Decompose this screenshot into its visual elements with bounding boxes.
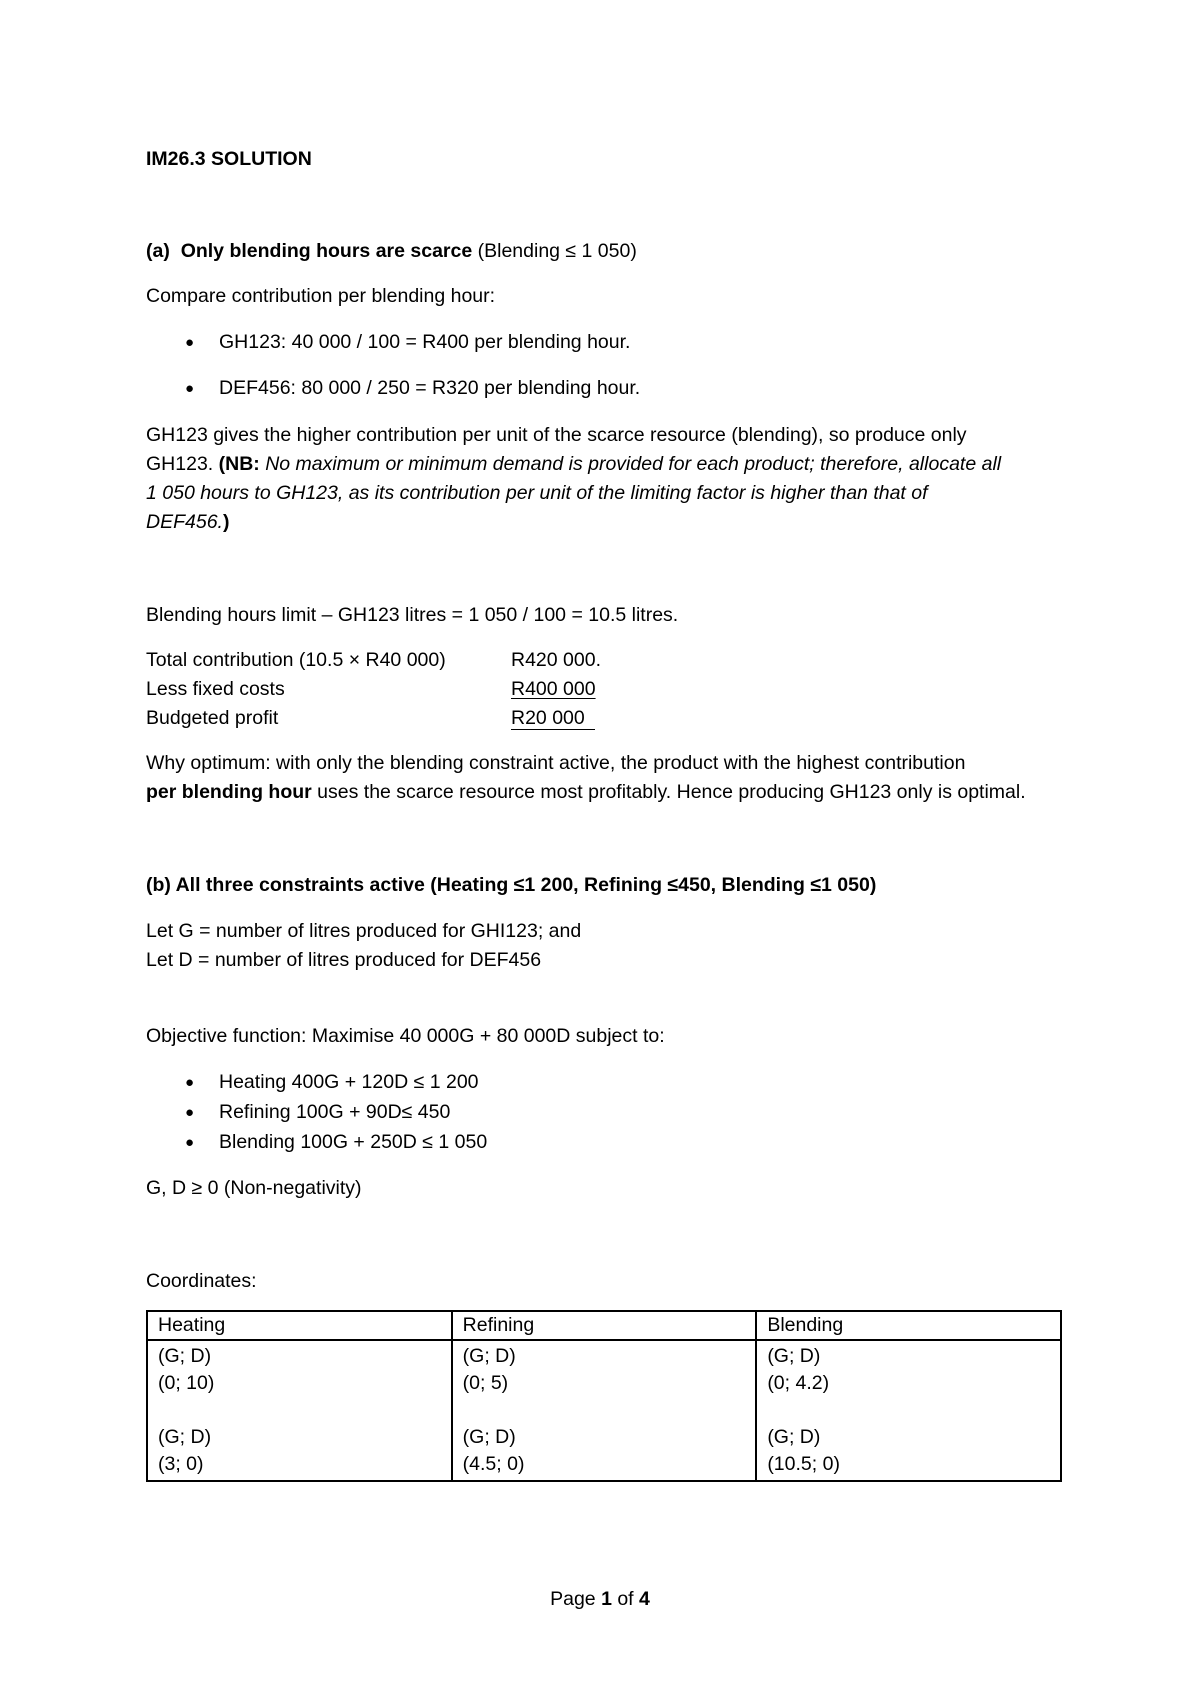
nb-text-2: 1 050 hours to GH123, as its contribution per unit of the limiting factor is higher than that of bbox=[146, 482, 928, 504]
table-header-heating: Heating bbox=[147, 1311, 452, 1340]
why-line2 bbox=[146, 781, 1026, 804]
cell-text: (G; D) bbox=[462, 1345, 516, 1367]
cell-text: (G; D) bbox=[158, 1345, 212, 1367]
cell-text: (4.5; 0) bbox=[462, 1453, 525, 1475]
let-d: Let D = number of litres produced for DEF456 bbox=[146, 949, 542, 971]
cell-text: (G; D) bbox=[767, 1426, 821, 1448]
nb-close: ) bbox=[222, 511, 230, 533]
part-b-heading: (b) All three constraints active (Heating ≤1 200, Refining ≤450, Blending ≤1 050) bbox=[146, 874, 877, 896]
footer-page-total: 4 bbox=[639, 1588, 650, 1610]
calc-value-fixed-costs: R400 000 bbox=[511, 678, 596, 700]
page-footer bbox=[0, 1588, 1200, 1611]
cell-text: (G; D) bbox=[158, 1426, 212, 1448]
footer-page-word: Page bbox=[550, 1588, 602, 1610]
para1-line4 bbox=[146, 511, 229, 534]
calc-value-profit: R20 000 bbox=[511, 707, 595, 730]
calc-value-contribution: R420 000. bbox=[511, 649, 601, 671]
why-bold: per blending hour bbox=[146, 781, 312, 803]
part-a-heading bbox=[146, 240, 637, 263]
cell-text: (0; 10) bbox=[158, 1372, 215, 1394]
table-header-row bbox=[147, 1311, 1061, 1340]
calc-label-fixed-costs: Less fixed costs bbox=[146, 678, 285, 700]
table-header-refining: Refining bbox=[452, 1311, 757, 1340]
para1-line2 bbox=[146, 453, 1001, 476]
why-rest: uses the scarce resource most profitably. Hence producing GH123 only is optimal. bbox=[311, 781, 1026, 803]
compare-line: Compare contribution per blending hour: bbox=[146, 285, 496, 307]
table-row bbox=[147, 1340, 1061, 1481]
bullet-icon: ● bbox=[185, 334, 195, 351]
part-a-heading-rest: (Blending ≤ 1 050) bbox=[472, 240, 637, 262]
coordinates-table bbox=[146, 1310, 1062, 1482]
constraint-refining: Refining 100G + 90D≤ 450 bbox=[219, 1101, 451, 1123]
footer-page-number: 1 bbox=[601, 1588, 612, 1610]
constraint-heating: Heating 400G + 120D ≤ 1 200 bbox=[219, 1071, 479, 1093]
table-cell-blending bbox=[756, 1340, 1061, 1481]
cell-text: (3; 0) bbox=[158, 1453, 204, 1475]
cell-text: (G; D) bbox=[767, 1345, 821, 1367]
why-line1: Why optimum: with only the blending constraint active, the product with the highest contribution bbox=[146, 752, 966, 774]
bullet-icon: ● bbox=[185, 1074, 195, 1091]
para1-line1: GH123 gives the higher contribution per unit of the scarce resource (blending), so produce only bbox=[146, 424, 967, 446]
calc-label-contribution: Total contribution (10.5 × R40 000) bbox=[146, 649, 446, 671]
non-negativity: G, D ≥ 0 (Non-negativity) bbox=[146, 1177, 362, 1199]
coordinates-label: Coordinates: bbox=[146, 1270, 257, 1292]
bullet-def456: DEF456: 80 000 / 250 = R320 per blending hour. bbox=[219, 377, 641, 399]
para1-gh123: GH123. bbox=[146, 453, 219, 475]
nb-label: (NB: bbox=[218, 453, 260, 475]
part-a-label: (a) bbox=[146, 240, 170, 262]
bullet-icon: ● bbox=[185, 1104, 195, 1121]
constraint-blending: Blending 100G + 250D ≤ 1 050 bbox=[219, 1131, 488, 1153]
bullet-icon: ● bbox=[185, 380, 195, 397]
let-g: Let G = number of litres produced for GHI123; and bbox=[146, 920, 582, 942]
part-a-heading-bold: Only blending hours are scarce bbox=[180, 240, 473, 262]
page-title: IM26.3 SOLUTION bbox=[146, 148, 312, 170]
footer-of-word: of bbox=[611, 1588, 640, 1610]
cell-text: (10.5; 0) bbox=[767, 1453, 840, 1475]
calc-label-profit: Budgeted profit bbox=[146, 707, 279, 729]
bullet-icon: ● bbox=[185, 1134, 195, 1151]
cell-text: (G; D) bbox=[462, 1426, 516, 1448]
table-header-blending: Blending bbox=[756, 1311, 1061, 1340]
cell-text: (0; 4.2) bbox=[767, 1372, 830, 1394]
cell-text: (0; 5) bbox=[462, 1372, 509, 1394]
nb-text-3: DEF456. bbox=[146, 511, 223, 533]
table-cell-heating bbox=[147, 1340, 452, 1481]
nb-text-1: No maximum or minimum demand is provided for each product; therefore, allocate all bbox=[259, 453, 1002, 475]
table-cell-refining bbox=[452, 1340, 757, 1481]
limit-line: Blending hours limit – GH123 litres = 1 050 / 100 = 10.5 litres. bbox=[146, 604, 679, 626]
objective-function: Objective function: Maximise 40 000G + 80 000D subject to: bbox=[146, 1025, 665, 1047]
bullet-gh123: GH123: 40 000 / 100 = R400 per blending hour. bbox=[219, 331, 631, 353]
